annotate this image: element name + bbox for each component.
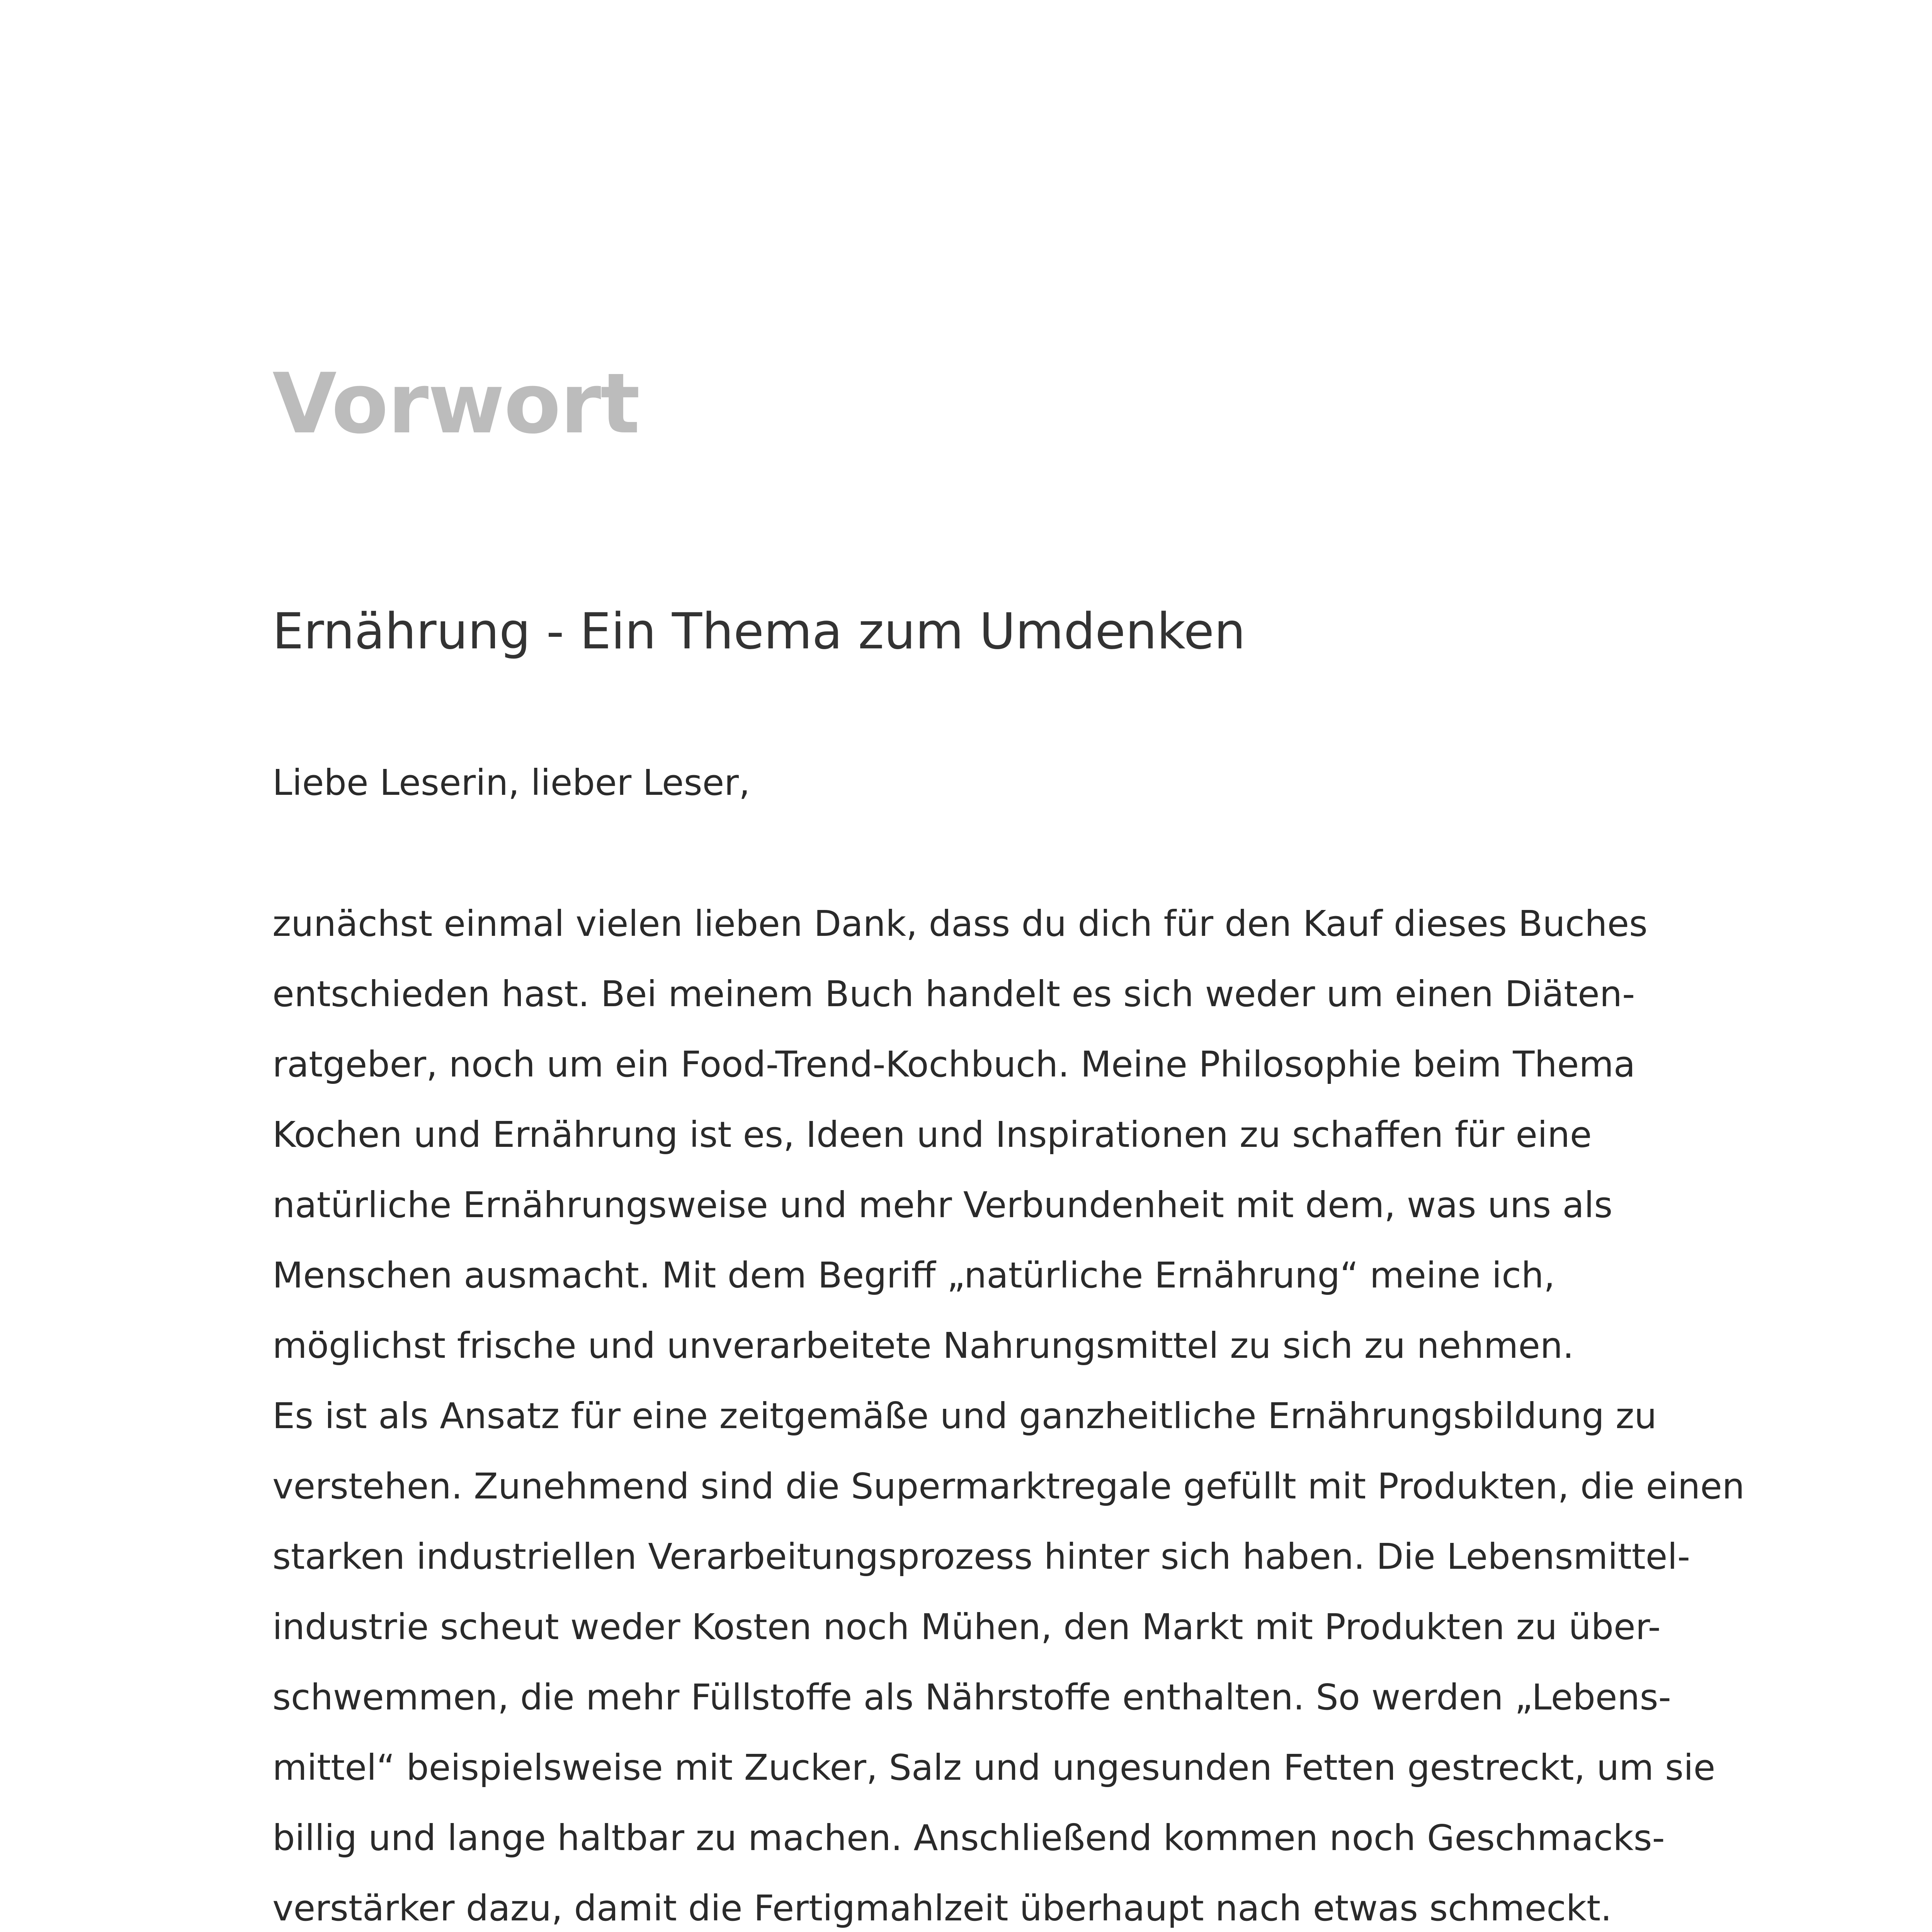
text-line: starken industriellen Verarbeitungsprozess hinter sich haben. Die Lebensmittel- xyxy=(272,1536,1690,1577)
text-line: Menschen ausmacht. Mit dem Begriff „natürliche Ernährung“ meine ich, xyxy=(272,1255,1555,1296)
text-line: entschieden hast. Bei meinem Buch handelt es sich weder um einen Diäten- xyxy=(272,973,1635,1015)
text-line: mittel“ beispielsweise mit Zucker, Salz und ungesunden Fetten gestreckt, um sie xyxy=(272,1747,1716,1788)
text-line: natürliche Ernährungsweise und mehr Verbundenheit mit dem, was uns als xyxy=(272,1184,1613,1226)
text-line: schwemmen, die mehr Füllstoffe als Nährstoffe enthalten. So werden „Lebens- xyxy=(272,1677,1671,1718)
text-line: billig und lange haltbar zu machen. Anschließend kommen noch Geschmacks- xyxy=(272,1817,1665,1859)
text-line: zunächst einmal vielen lieben Dank, dass du dich für den Kauf dieses Buches xyxy=(272,903,1648,944)
text-line: verstärker dazu, damit die Fertigmahlzeit überhaupt nach etwas schmeckt. xyxy=(272,1888,1612,1929)
text-line: möglichst frische und unverarbeitete Nahrungsmittel zu sich zu nehmen. xyxy=(272,1325,1574,1366)
text-line: ratgeber, noch um ein Food-Trend-Kochbuch. Meine Philosophie beim Thema xyxy=(272,1044,1636,1085)
text-line: verstehen. Zunehmend sind die Supermarktregale gefüllt mit Produkten, die einen xyxy=(272,1466,1745,1507)
salutation: Liebe Leserin, lieber Leser, xyxy=(272,762,750,803)
chapter-title: Vorwort xyxy=(272,355,639,452)
text-line: Es ist als Ansatz für eine zeitgemäße und ganzheitliche Ernährungsbildung zu xyxy=(272,1395,1657,1437)
text-line: industrie scheut weder Kosten noch Mühen, den Markt mit Produkten zu über- xyxy=(272,1606,1661,1648)
text-line: Kochen und Ernährung ist es, Ideen und Inspirationen zu schaffen für eine xyxy=(272,1114,1592,1155)
body-paragraph-1 xyxy=(272,889,1818,1932)
section-title: Ernährung - Ein Thema zum Umdenken xyxy=(272,603,1246,660)
